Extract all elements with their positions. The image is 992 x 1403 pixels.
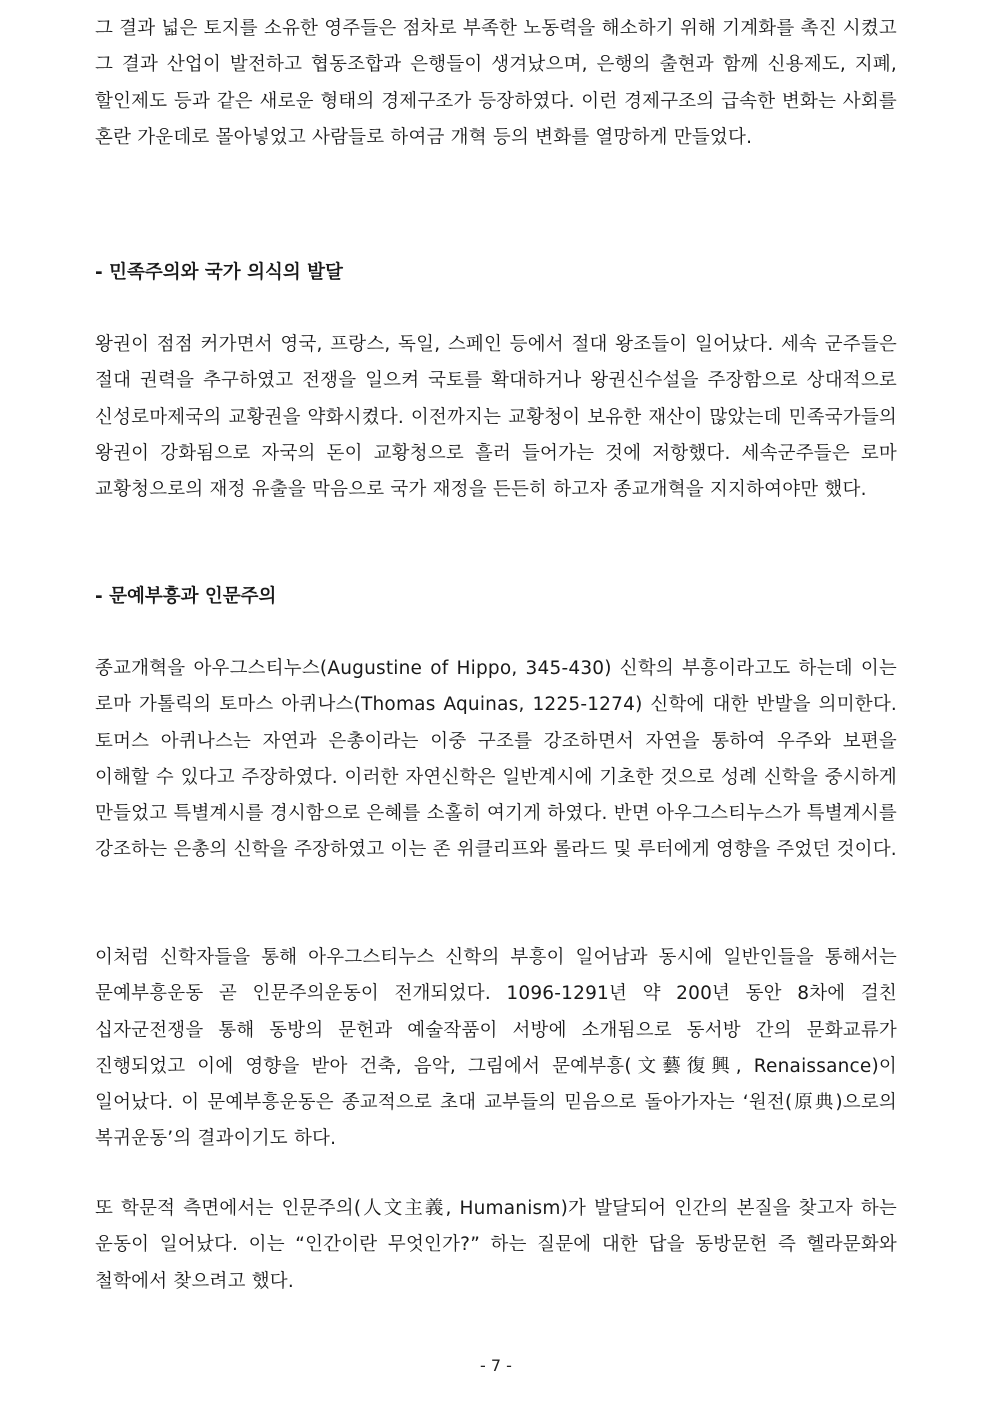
heading-renaissance: - 문예부흥과 인문주의	[95, 586, 277, 607]
heading-nationalism: - 민족주의와 국가 의식의 발달	[95, 262, 343, 283]
page-number: - 7 -	[480, 1356, 512, 1375]
paragraph-renaissance-movement: 이처럼 신학자들을 통해 아우그스티누스 신학의 부흥이 일어남과 동시에 일반인들을 통해서는 문예부흥운동 곧 인문주의운동이 전개되었다. 1096-1291년 약 200년 동안 8차에 걸친 십자군전쟁을 통해 동방의 문헌과 예술작품이 서방에 소개됨으로 동서방 간의 문화교류가 진행되었고 이에 영향을 받아 건축, 음악, 그림에서 문예부흥(文藝復興, Renaissance)이 일어났다. 이 문예부흥운동은 종교적으로 초대 교부들의 믿음으로 돌아가자는 ‘원전(原典)으로의 복귀운동’의 결과이기도 하다.	[95, 947, 897, 1150]
paragraph-economy: 그 결과 넓은 토지를 소유한 영주들은 점차로 부족한 노동력을 해소하기 위해 기계화를 촉진 시켰고 그 결과 산업이 발전하고 협동조합과 은행들이 생겨났으며, 은행의 출현과 함께 신용제도, 지폐, 할인제도 등과 같은 새로운 형태의 경제구조가 등장하였다. 이런 경제구조의 급속한 변화는 사회를 혼란 가운데로 몰아넣었고 사람들로 하여금 개혁 등의 변화를 열망하게 만들었다.	[95, 18, 897, 148]
paragraph-humanism: 또 학문적 측면에서는 인문주의(人文主義, Humanism)가 발달되어 인간의 본질을 찾고자 하는 운동이 일어났다. 이는 “인간이란 무엇인가?” 하는 질문에 대한 답을 동방문헌 즉 헬라문화와 철학에서 찾으려고 했다.	[95, 1198, 897, 1292]
paragraph-nationalism: 왕권이 점점 커가면서 영국, 프랑스, 독일, 스페인 등에서 절대 왕조들이 일어났다. 세속 군주들은 절대 권력을 추구하였고 전쟁을 일으켜 국토를 확대하거나 왕권신수설을 주장함으로 상대적으로 신성로마제국의 교황권을 약화시켰다. 이전까지는 교황청이 보유한 재산이 많았는데 민족국가들의 왕권이 강화됨으로 자국의 돈이 교황청으로 흘러 들어가는 것에 저항했다. 세속군주들은 로마 교황청으로의 재정 유출을 막음으로 국가 재정을 든든히 하고자 종교개혁을 지지하여야만 했다.	[95, 334, 897, 501]
paragraph-augustine: 종교개혁을 아우그스티누스(Augustine of Hippo, 345-430) 신학의 부흥이라고도 하는데 이는 로마 가톨릭의 토마스 아퀴나스(Thomas Aquinas, 1225-1274) 신학에 대한 반발을 의미한다. 토머스 아퀴나스는 자연과 은총이라는 이중 구조를 강조하면서 자연을 통하여 우주와 보편을 이해할 수 있다고 주장하였다. 이러한 자연신학은 일반계시에 기초한 것으로 성례 신학을 중시하게 만들었고 특별계시를 경시함으로 은혜를 소홀히 여기게 하였다. 반면 아우그스티누스가 특별계시를 강조하는 은총의 신학을 주장하였고 이는 존 위클리프와 롤라드 및 루터에게 영향을 주었던 것이다.	[95, 658, 897, 861]
